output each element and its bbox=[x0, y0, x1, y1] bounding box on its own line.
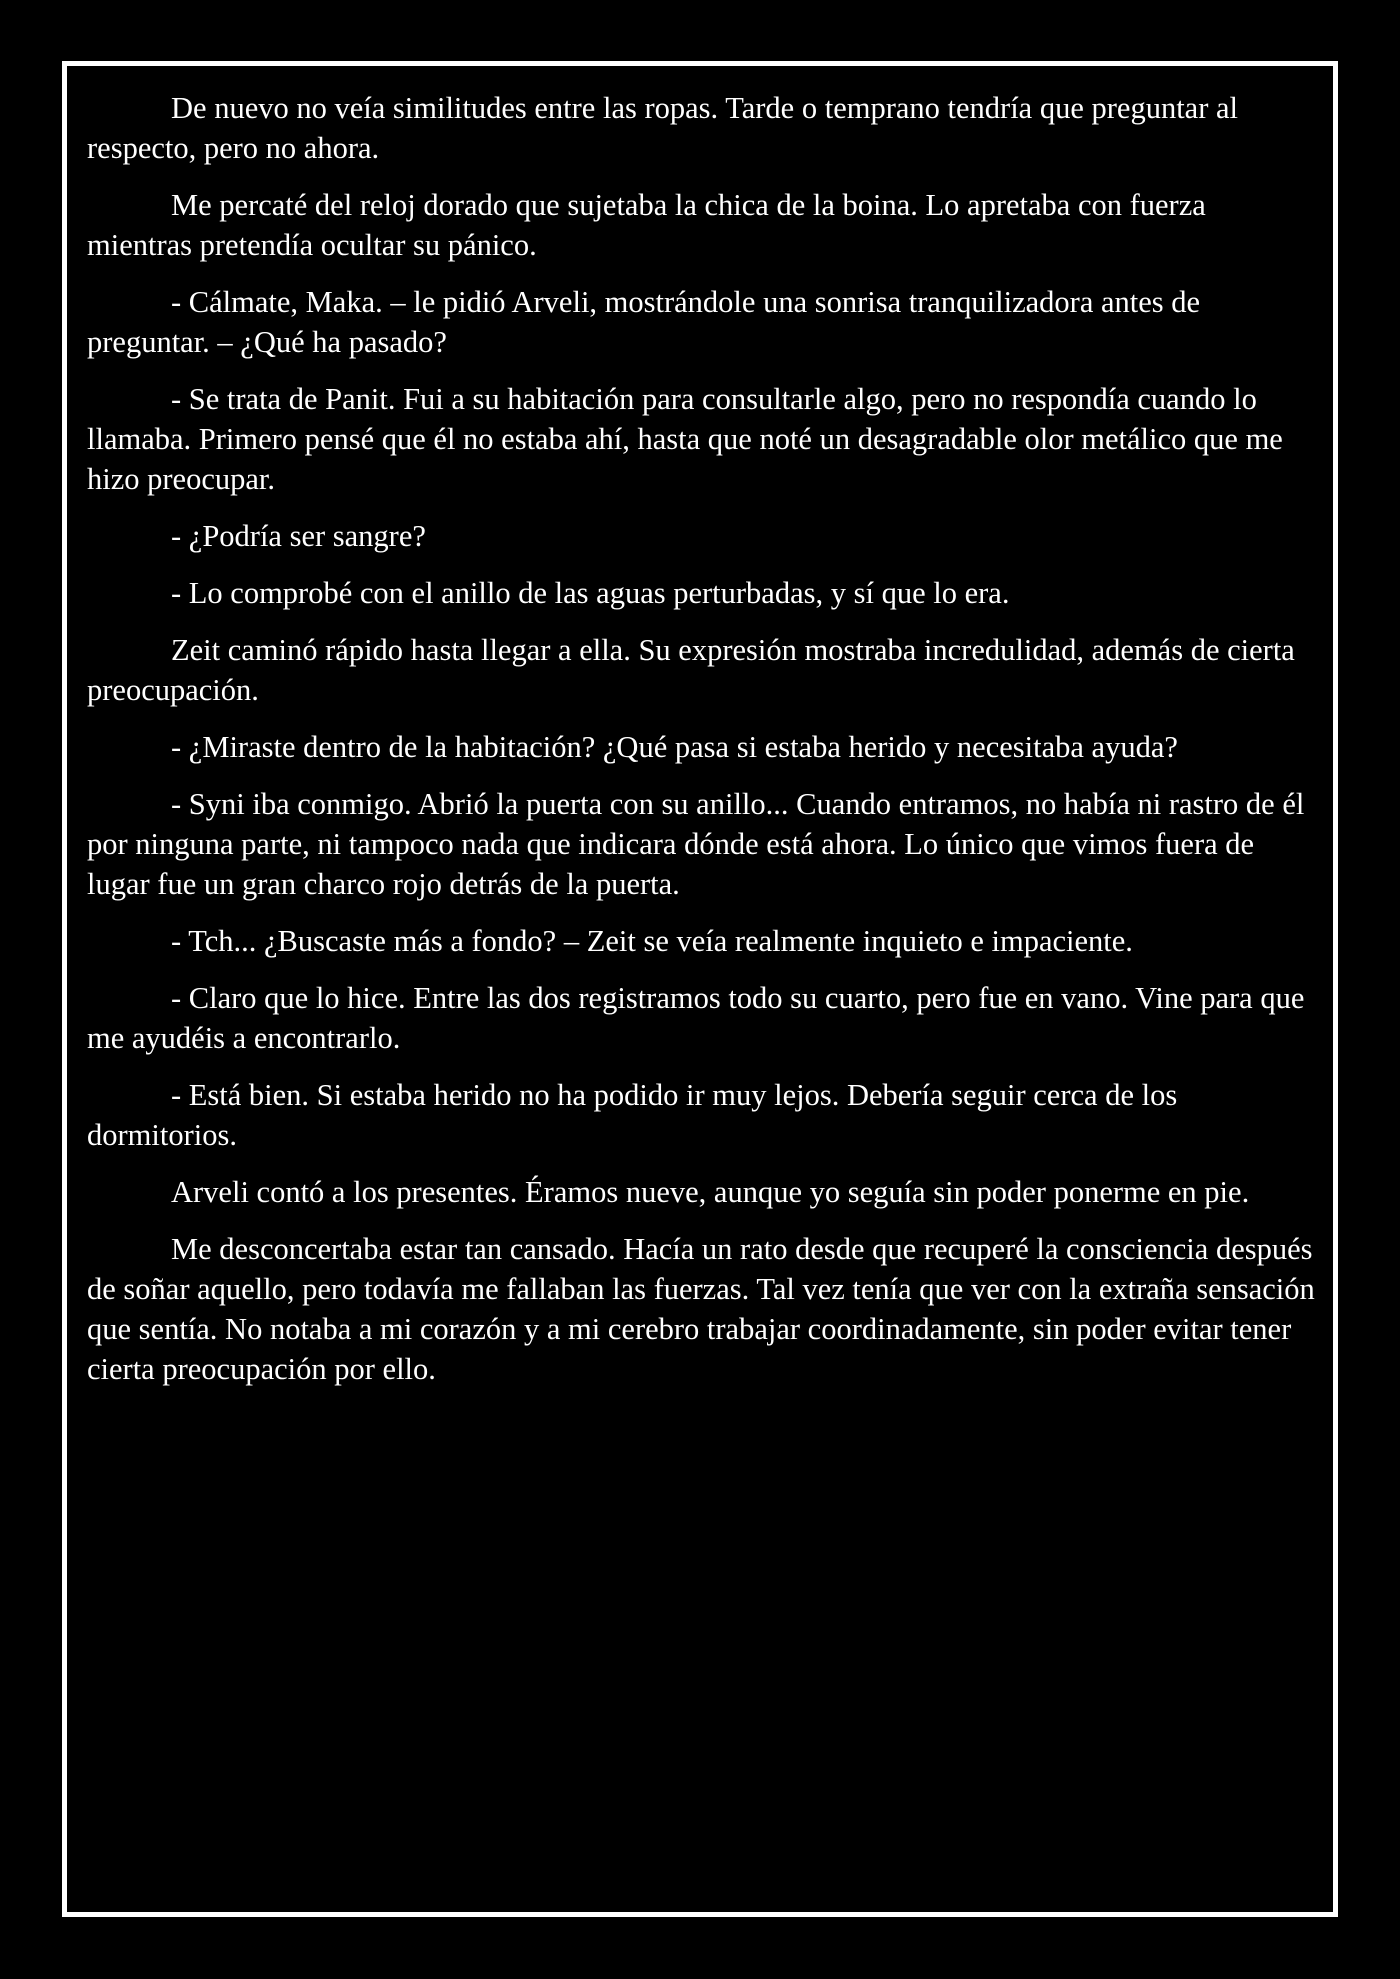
paragraph: De nuevo no veía similitudes entre las ropas. Tarde o temprano tendría que preguntar al respecto, pero no ahora. bbox=[87, 91, 1238, 165]
paragraph: - Cálmate, Maka. – le pidió Arveli, mostrándole una sonrisa tranquilizadora antes de preguntar. – ¿Qué ha pasado? bbox=[87, 285, 1201, 359]
paragraph: - ¿Miraste dentro de la habitación? ¿Qué pasa si estaba herido y necesitaba ayuda? bbox=[171, 730, 1178, 764]
paragraph: - Lo comprobé con el anillo de las aguas perturbadas, y sí que lo era. bbox=[171, 576, 1010, 610]
paragraph: - Está bien. Si estaba herido no ha podido ir muy lejos. Debería seguir cerca de los dormitorios. bbox=[87, 1078, 1178, 1152]
paragraph: Zeit caminó rápido hasta llegar a ella. Su expresión mostraba incredulidad, además de cierta preocupación. bbox=[87, 633, 1295, 707]
paragraph: Arveli contó a los presentes. Éramos nueve, aunque yo seguía sin poder ponerme en pie. bbox=[171, 1175, 1250, 1209]
paragraph: Me desconcertaba estar tan cansado. Hacía un rato desde que recuperé la consciencia después de soñar aquello, pero todavía me fallaban las fuerzas. Tal vez tenía que ver con la extraña sensación que sentía. No notaba a mi corazón y a mi cerebro trabajar coordinadamente, sin poder evitar tener cierta preocupación por ello. bbox=[87, 1232, 1315, 1386]
paragraph: Me percaté del reloj dorado que sujetaba la chica de la boina. Lo apretaba con fuerza mientras pretendía ocultar su pánico. bbox=[87, 188, 1206, 262]
page-frame bbox=[62, 61, 1338, 1917]
paragraph: - Syni iba conmigo. Abrió la puerta con su anillo... Cuando entramos, no había ni rastro de él por ninguna parte, ni tampoco nada que indicara dónde está ahora. Lo único que vimos fuera de lugar fue un gran charco rojo detrás de la puerta. bbox=[87, 787, 1305, 901]
text-body bbox=[87, 88, 1317, 1406]
paragraph: - ¿Podría ser sangre? bbox=[171, 519, 426, 553]
paragraph: - Tch... ¿Buscaste más a fondo? – Zeit se veía realmente inquieto e impaciente. bbox=[171, 924, 1133, 958]
paragraph: - Se trata de Panit. Fui a su habitación para consultarle algo, pero no respondía cuando lo llamaba. Primero pensé que él no estaba ahí, hasta que noté un desagradable olor metálico que me hizo preocupar. bbox=[87, 382, 1283, 496]
paragraph: - Claro que lo hice. Entre las dos registramos todo su cuarto, pero fue en vano. Vine para que me ayudéis a encontrarlo. bbox=[87, 981, 1305, 1055]
